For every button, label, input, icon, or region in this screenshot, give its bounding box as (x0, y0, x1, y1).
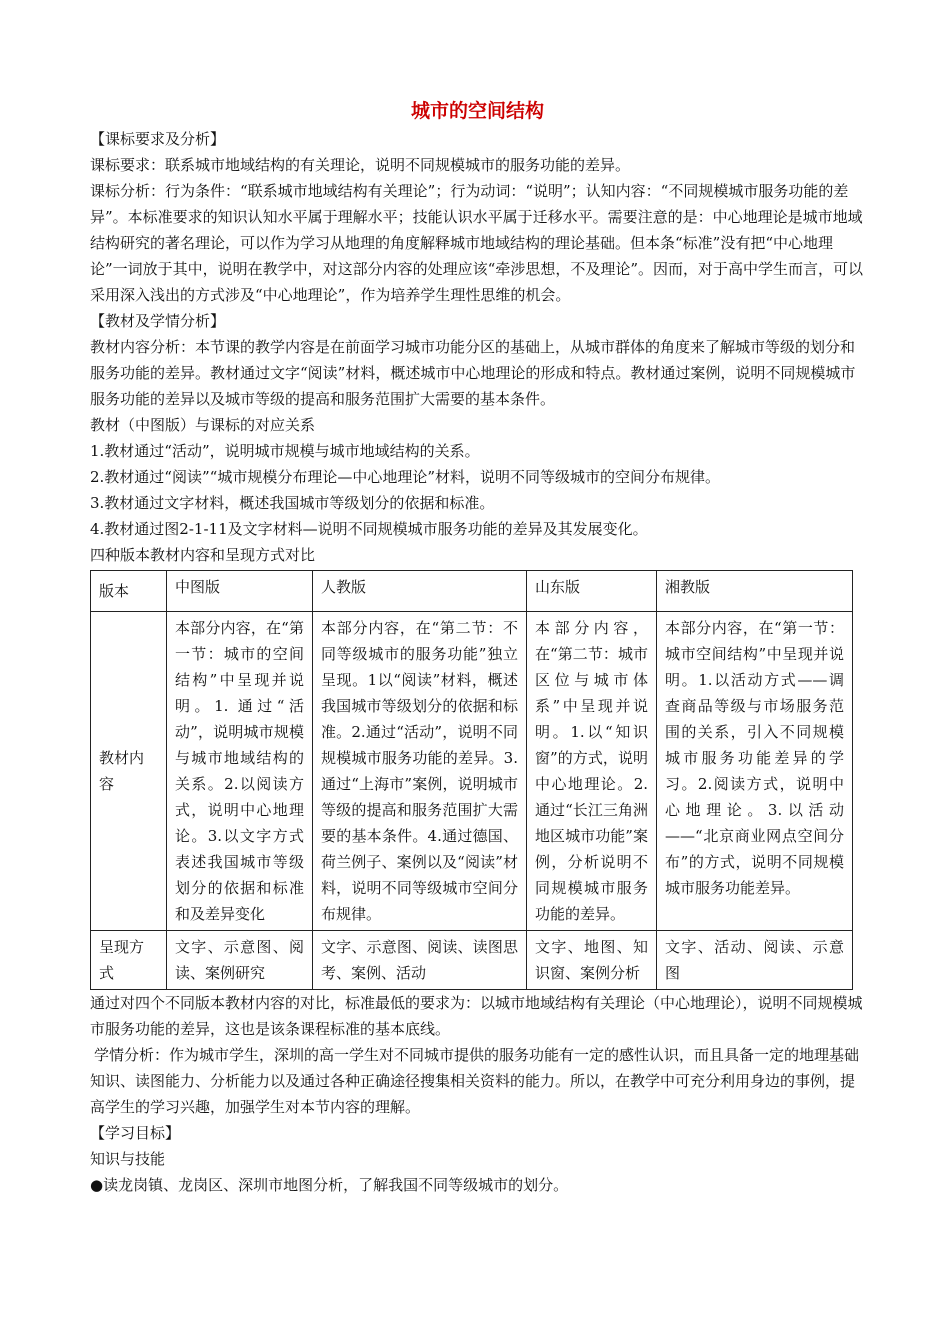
section-heading-kebiao: 【课标要求及分析】 (90, 130, 226, 148)
row-label: 呈现方式 (91, 931, 167, 990)
table-cell: 文字、活动、阅读、示意图 (657, 931, 853, 990)
table-caption: 四种版本教材内容和呈现方式对比 (90, 546, 316, 564)
table-row (91, 931, 853, 990)
conclusion-paragraph: 通过对四个不同版本教材内容的对比，标准最低的要求为：以城市地域结构有关理论（中心地理论），说明不同规模城市服务功能的差异，这也是该条课程标准的基本底线。 (90, 994, 863, 1038)
relation-item: 4.教材通过图2-1-11及文字材料—说明不同规模城市服务功能的差异及其发展变化。 (90, 520, 648, 538)
table-header-row (91, 571, 853, 612)
comparison-table (90, 570, 853, 990)
xueqing-analysis: 学情分析：作为城市学生，深圳的高一学生对不同城市提供的服务功能有一定的感性认识，而且具备一定的地理基础知识、读图能力、分析能力以及通过各种正确途径搜集相关资料的能力。所以，在教学中可充分利用身边的事例，提高学生的学习兴趣，加强学生对本节内容的理解。 (90, 1046, 860, 1116)
table-cell: 本部分内容，在“第二节：城市区位与城市体系”中呈现并说明。1.以“知识窗”的方式，说明中心地理论。2.通过“长江三角洲地区城市功能”案例，分析说明不同规模城市服务功能的差异。 (527, 612, 657, 931)
table-cell: 本部分内容，在“第二节：不同等级城市的服务功能”独立呈现。1以“阅读”材料，概述我国城市等级划分的依据和标准。2.通过“活动”，说明不同规模城市服务功能的差异。3.通过“上海市”案例，说明城市等级的提高和服务范围扩大需要的基本条件。4.通过德国、荷兰例子、案例以及“阅读”材料，说明不同等级城市空间分布规律。 (313, 612, 527, 931)
header-cell: 人教版 (313, 571, 527, 612)
page-title: 城市的空间结构 (410, 100, 544, 122)
goal-item: ●读龙岗镇、龙岗区、深圳市地图分析，了解我国不同等级城市的划分。 (90, 1176, 569, 1194)
row-label: 教材内容 (91, 612, 167, 931)
table-cell: 文字、示意图、阅读、读图思考、案例、活动 (313, 931, 527, 990)
header-cell: 中图版 (167, 571, 313, 612)
header-cell: 山东版 (527, 571, 657, 612)
section-heading-jiaocai: 【教材及学情分析】 (90, 312, 226, 330)
header-cell: 湘教版 (657, 571, 853, 612)
jiaocai-analysis: 教材内容分析：本节课的教学内容是在前面学习城市功能分区的基础上，从城市群体的角度来了解城市等级的划分和服务功能的差异。教材通过文字“阅读”材料，概述城市中心地理论的形成和特点。教材通过案例，说明不同规模城市服务功能的差异以及城市等级的提高和服务范围扩大需要的基本条件。 (90, 338, 856, 408)
table-cell: 本部分内容，在“第一节：城市空间结构”中呈现并说明。1.以活动方式——调查商品等级与市场服务范围的关系，引入不同规模城市服务功能差异的学习。2.阅读方式，说明中心地理论。3.以活动——“北京商业网点空间分布”的方式，说明不同规模城市服务功能差异。 (657, 612, 853, 931)
relation-heading: 教材（中图版）与课标的对应关系 (90, 416, 316, 434)
header-cell: 版本 (91, 571, 167, 612)
table-cell: 本部分内容，在“第一节：城市的空间结构”中呈现并说明。1. 通过“活动”，说明城市规模与城市地域结构的关系。2.以阅读方式，说明中心地理论。3.以文字方式表述我国城市等级划分的依据和标准和及差异变化 (167, 612, 313, 931)
kebiao-analysis: 课标分析：行为条件：“联系城市地域结构有关理论”；行为动词：“说明”；认知内容：“不同规模城市服务功能的差异”。本标准要求的知识认知水平属于理解水平；技能认识水平属于迁移水平。需要注意的是：中心地理论是城市地域结构研究的著名理论，可以作为学习从地理的角度解释城市地域结构的理论基础。但本条“标准”没有把“中心地理论”一词放于其中，说明在教学中，对这部分内容的处理应该“牵涉思想，不及理论”。因而，对于高中学生而言，可以采用深入浅出的方式涉及“中心地理论”，作为培养学生理性思维的机会。 (90, 182, 864, 304)
relation-item: 1.教材通过“活动”，说明城市规模与城市地域结构的关系。 (90, 442, 480, 460)
relation-item: 3.教材通过文字材料，概述我国城市等级划分的依据和标准。 (90, 494, 495, 512)
section-heading-goals: 【学习目标】 (90, 1124, 181, 1142)
kebiao-requirement: 课标要求：联系城市地域结构的有关理论，说明不同规模城市的服务功能的差异。 (90, 156, 631, 174)
relation-item: 2.教材通过“阅读”“城市规模分布理论—中心地理论”材料，说明不同等级城市的空间分布规律。 (90, 468, 720, 486)
table-cell: 文字、示意图、阅读、案例研究 (167, 931, 313, 990)
document-page (90, 96, 865, 1198)
table-cell: 文字、地图、知识窗、案例分析 (527, 931, 657, 990)
goal-subheading: 知识与技能 (90, 1150, 166, 1168)
table-row (91, 612, 853, 931)
